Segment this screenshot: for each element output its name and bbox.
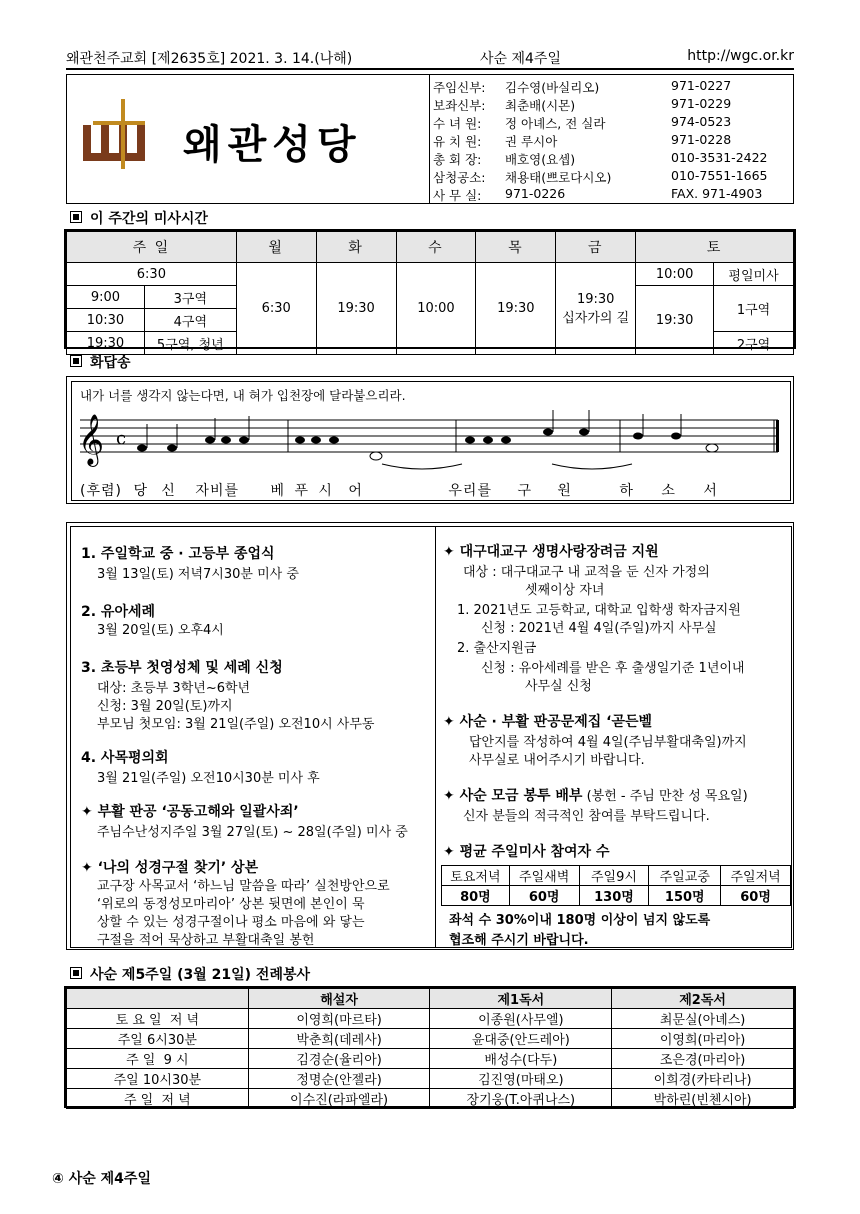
notice-heading: ✦ ‘나의 성경구절 찾기’ 상본: [81, 860, 259, 876]
notice-heading: 1. 주일학교 중 · 고등부 종업식: [81, 546, 275, 562]
mass-days-row: [67, 232, 794, 263]
sat-time-1: 10:00: [636, 263, 714, 286]
sun-time: 10:30: [67, 309, 145, 332]
day-tue: 화: [316, 232, 396, 263]
service-mass-time: 토 요 일 저 녁: [67, 1009, 249, 1029]
staff-row: [433, 113, 791, 131]
notice-line: 주님수난성지주일 3월 27일(토) ~ 28일(주일) 미사 중: [97, 825, 408, 840]
sun-group: 5구역, 청년: [144, 332, 236, 355]
psalm-heading: 화답송: [70, 352, 131, 372]
staff-row: [433, 77, 791, 95]
service-minister: 이영희(마리아): [612, 1029, 794, 1049]
staff-role: 유 치 원:: [433, 134, 482, 149]
notice-heading: 4. 사목평의회: [81, 750, 169, 766]
attendance-value: 150명: [649, 886, 721, 906]
service-mass-time: 주일 6시30분: [67, 1029, 249, 1049]
staff-phone: 971-0227: [671, 78, 732, 93]
square-bullet-icon: [70, 211, 82, 223]
envelope-heading: ✦ 사순 모금 봉투 배부 (봉헌 - 주님 만찬 성 목요일): [443, 788, 748, 804]
staff-phone: 971-0229: [671, 96, 732, 111]
notice-line: 신청: 3월 20일(토)까지: [97, 699, 233, 714]
staff-row: [433, 167, 791, 185]
staff-name: 권 루시아: [505, 134, 558, 149]
service-col-header: 해설자: [248, 989, 430, 1009]
collection-heading: ✦ 사순 · 부활 판공문제집 ‘곧든벨: [443, 714, 653, 730]
sun-first-mass: 6:30: [67, 263, 237, 286]
staff-phone: 010-7551-1665: [671, 168, 768, 183]
service-minister: 윤대중(안드레아): [430, 1029, 612, 1049]
liturgical-sunday: 사순 제4주일: [480, 51, 561, 67]
column-divider: [435, 527, 436, 947]
notice-line: 3월 21일(주일) 오전10시30분 미사 후: [97, 771, 320, 786]
support-target: 대상 : 대구대교구 내 교적을 둔 신자 가정의: [463, 565, 710, 580]
staff-name: 정 아녜스, 전 실라: [505, 116, 606, 131]
staff-role: 삼청공소:: [433, 170, 486, 185]
attendance-table: [441, 865, 791, 906]
attendance-note: 좌석 수 30%이내 180명 이상이 넘지 않도록: [449, 913, 711, 928]
attendance-col-header: 주일교중: [649, 866, 721, 886]
sun-time: 9:00: [67, 286, 145, 309]
service-minister: 이종원(사무엘): [430, 1009, 612, 1029]
treble-clef-icon: 𝄞: [78, 414, 105, 465]
service-row: [67, 1009, 794, 1029]
staff-phone: 010-3531-2422: [671, 150, 768, 165]
logo-area: [67, 75, 430, 203]
day-wed: 수: [396, 232, 476, 263]
staff-role: 사 무 실:: [433, 188, 482, 203]
square-bullet-icon: [70, 355, 82, 367]
support-target-2: 셋째이상 자녀: [525, 583, 605, 598]
staff-name: 배호영(요셉): [505, 152, 576, 167]
support-item-1: 1. 2021년도 고등학교, 대학교 입학생 학자금지원: [457, 603, 741, 618]
staff-role: 총 회 장:: [433, 152, 482, 167]
notice-line: 3월 13일(토) 저녁7시30분 미사 중: [97, 567, 299, 582]
staff-row: [433, 185, 791, 203]
service-minister: 정명순(안젤라): [248, 1069, 430, 1089]
service-minister: 이영희(마르타): [248, 1009, 430, 1029]
service-col-header: 제1독서: [430, 989, 612, 1009]
day-fri: 금: [556, 232, 636, 263]
service-minister: 배성수(다두): [430, 1049, 612, 1069]
attendance-value: 60명: [509, 886, 579, 906]
collection-line: 답안지를 작성하여 4월 4일(주님부활대축일)까지: [469, 735, 747, 750]
day-thu: 목: [476, 232, 556, 263]
service-heading: 사순 제5주일 (3월 21일) 전례봉사: [70, 964, 310, 984]
staff-phone: FAX. 971-4903: [671, 186, 763, 201]
notice-heading: ✦ 부활 판공 ‘공동고해와 일괄사죄’: [81, 804, 299, 820]
attendance-value: 80명: [442, 886, 510, 906]
day-sun: 주 일: [67, 232, 237, 263]
wed-mass: 10:00: [396, 263, 476, 355]
staff-role: 수 녀 원:: [433, 116, 482, 131]
service-col-header: [67, 989, 249, 1009]
service-row: [67, 1089, 794, 1109]
sun-time: 19:30: [67, 332, 145, 355]
notice-line: 구절을 적어 묵상하고 부활대축일 봉헌: [97, 933, 315, 948]
support-item-2-sub: 신청 : 유아세례를 받은 후 출생일기준 1년이내: [481, 661, 745, 676]
service-table: [66, 988, 794, 1109]
staff-name: 최춘배(시몬): [505, 98, 576, 113]
thu-mass: 19:30: [476, 263, 556, 355]
attendance-value: 60명: [721, 886, 791, 906]
support-heading: ✦ 대구대교구 생명사랑장려금 지원: [443, 544, 659, 560]
sat-note-3: 2구역: [714, 332, 794, 355]
support-item-2-sub2: 사무실 신청: [525, 679, 592, 694]
sat-note-1: 평일미사: [714, 263, 794, 286]
sat-time-2: 19:30: [636, 286, 714, 355]
service-minister: 이수진(라파엘라): [248, 1089, 430, 1109]
staff-row: [433, 131, 791, 149]
service-minister: 조은경(마리아): [612, 1049, 794, 1069]
service-mass-time: 주 일 저 녁: [67, 1089, 249, 1109]
staff-role: 주임신부:: [433, 80, 486, 95]
sun-group: 3구역: [144, 286, 236, 309]
staff-name: 971-0226: [505, 186, 566, 201]
notice-line: 상할 수 있는 성경구절이나 평소 마음에 와 닿는: [97, 915, 365, 930]
service-col-header: 제2독서: [612, 989, 794, 1009]
service-mass-time: 주 일 9 시: [67, 1049, 249, 1069]
attendance-heading: ✦ 평균 주일미사 참여자 수: [443, 844, 610, 860]
service-mass-time: 주일 10시30분: [67, 1069, 249, 1089]
square-bullet-icon: [70, 967, 82, 979]
staff-list: [433, 77, 791, 203]
notices-box: [66, 522, 794, 950]
staff-row: [433, 95, 791, 113]
service-row: [67, 1069, 794, 1089]
staff-name: 채용태(쁘로다시오): [505, 170, 612, 185]
staff-phone: 971-0228: [671, 132, 732, 147]
attendance-col-header: 토요저녁: [442, 866, 510, 886]
time-signature: c: [116, 428, 127, 449]
mass-times-table: [66, 231, 794, 355]
attendance-note: 협조해 주시기 바랍니다.: [449, 933, 589, 948]
service-row: [67, 1049, 794, 1069]
footer-title: 사순 제4주일: [68, 1171, 151, 1187]
psalm-box: [66, 376, 794, 504]
service-minister: 최문실(아녜스): [612, 1009, 794, 1029]
service-minister: 김경순(율리아): [248, 1049, 430, 1069]
website-link[interactable]: http://wgc.or.kr: [687, 48, 794, 64]
staff-phone: 974-0523: [671, 114, 732, 129]
staff-role: 보좌신부:: [433, 98, 486, 113]
parish-issue: 왜관천주교회 [제2635호] 2021. 3. 14.(나해): [66, 51, 353, 67]
notice-line: 대상: 초등부 3학년~6학년: [97, 681, 251, 696]
notice-line: 부모님 첫모임: 3월 21일(주일) 오전10시 사무동: [97, 717, 375, 732]
notice-heading: 2. 유아세례: [81, 604, 156, 620]
service-minister: 이희경(카타리나): [612, 1069, 794, 1089]
collection-line: 사무실로 내어주시기 바랍니다.: [469, 753, 645, 768]
notice-line: 교구장 사목교서 ‘하느님 말씀을 따라’ 실천방안으로: [97, 879, 390, 894]
day-mon: 월: [236, 232, 316, 263]
support-item-2: 2. 출산지원금: [457, 641, 537, 656]
service-minister: 박하린(빈첸시아): [612, 1089, 794, 1109]
notice-heading: 3. 초등부 첫영성체 및 세례 신청: [81, 660, 283, 676]
page-footer: [52, 1168, 151, 1188]
notice-line: ‘위로의 동정성모마리아’ 상본 뒷면에 본인이 묵: [97, 897, 365, 912]
church-logo-icon: [79, 97, 155, 177]
envelope-line: 신자 분들의 적극적인 참여를 부탁드립니다.: [463, 809, 710, 824]
parish-name-logo: 왜관성당: [183, 121, 362, 168]
staff-row: [433, 149, 791, 167]
service-row: [67, 1029, 794, 1049]
mass-times-heading: 이 주간의 미사시간: [70, 208, 208, 228]
bulletin-header: [66, 48, 794, 70]
page-number: ④: [52, 1171, 64, 1187]
tue-mass: 19:30: [316, 263, 396, 355]
sat-note-2: 1구역: [714, 286, 794, 332]
mon-mass: 6:30: [236, 263, 316, 355]
parish-info-box: [66, 74, 794, 204]
attendance-col-header: 주일새벽: [509, 866, 579, 886]
attendance-col-header: 주일9시: [579, 866, 649, 886]
fri-mass: 19:30 십자가의 길: [556, 263, 636, 355]
attendance-value: 130명: [579, 886, 649, 906]
sun-group: 4구역: [144, 309, 236, 332]
service-minister: 장기웅(T.아퀴나스): [430, 1089, 612, 1109]
notice-line: 3월 20일(토) 오후4시: [97, 623, 224, 638]
service-minister: 박춘희(데레사): [248, 1029, 430, 1049]
support-item-1-sub: 신청 : 2021년 4월 4일(주일)까지 사무실: [481, 621, 717, 636]
attendance-col-header: 주일저녁: [721, 866, 791, 886]
service-minister: 김진영(마태오): [430, 1069, 612, 1089]
psalm-verse: 내가 너를 생각지 않는다면, 내 혀가 입천장에 달라붙으리라.: [80, 388, 406, 403]
day-sat: 토: [636, 232, 794, 263]
staff-name: 김수영(바실리오): [505, 80, 600, 95]
psalm-lyrics: (후렴) 당 신 자비를 베 푸 시 어 우리를 구 원 하 소 서: [80, 483, 718, 499]
